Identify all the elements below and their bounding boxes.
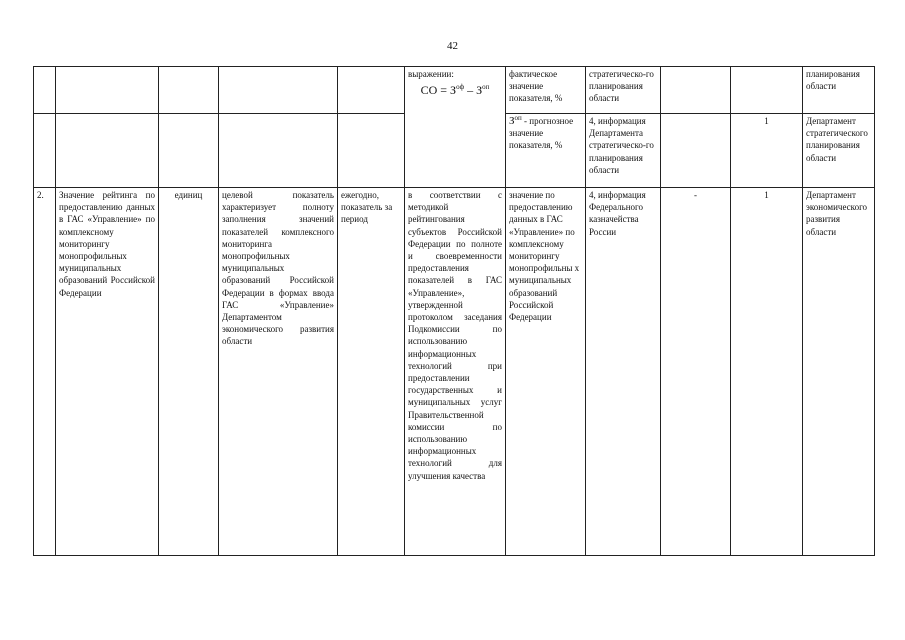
cell-empty (219, 114, 338, 188)
cell-calculation-method: в соответствии с методикой рейтингования субъектов Российской Федерации по полноте и своевременности предоставления показателей в ГАС «Управление», утвержденной протоколом заседания Подкомиссии по использованию информационных технологий при предоставлении государственных и муниципальных услуг Правительственной комиссии по использованию информационных технологий для улучшения качества (405, 188, 506, 556)
cell-empty (731, 67, 803, 114)
cell-empty (338, 114, 405, 188)
cell-info-source: 4, информация Департамента стратегическо-го планирования области (586, 114, 661, 188)
cell-forecast-value: $З^{оп}$ - прогнозное значение показателя, % (506, 114, 586, 188)
cell-indicator-name: Значение рейтинга по предоставлению данных в ГАС «Управление» по комплексному мониторингу монопрофильных муниципальных образований Российской Федерации (56, 188, 159, 556)
cell-dash: - (661, 188, 731, 556)
cell-count: 1 (731, 114, 803, 188)
cell-basic-indicators: значение по предоставлению данных в ГАС «Управление» по комплексному мониторингу монопрофильны х муниципальных образований Российской Федерации (506, 188, 586, 556)
cell-actual-value: фактическое значение показателя, % (506, 67, 586, 114)
cell-empty (661, 67, 731, 114)
cell-empty (159, 114, 219, 188)
table-row (34, 67, 875, 114)
cell-empty (159, 67, 219, 114)
formula-intro: выражении: (408, 69, 454, 79)
cell-department: Департамент стратегического планирования области (803, 114, 875, 188)
cell-empty (34, 114, 56, 188)
cell-responsible: Департамент экономического развития области (803, 188, 875, 556)
cell-row-number: 2. (34, 188, 56, 556)
formula: СО = $З^{оф} - З^{оп}$ (420, 83, 490, 98)
cell-formula (405, 67, 506, 188)
table-row (34, 188, 875, 556)
cell-empty (338, 67, 405, 114)
page-number: 42 (447, 40, 458, 52)
cell-empty (56, 67, 159, 114)
cell-empty (56, 114, 159, 188)
cell-empty (34, 67, 56, 114)
cell-unit: единиц (159, 188, 219, 556)
indicator-table (33, 66, 875, 556)
cell-data-source: 4, информация Федерального казначейства России (586, 188, 661, 556)
cell-periodicity: ежегодно, показатель за период (338, 188, 405, 556)
cell-empty (219, 67, 338, 114)
cell-planning: планирования области (803, 67, 875, 114)
cell-empty (661, 114, 731, 188)
cell-strategic: стратегическо-го планирования области (586, 67, 661, 114)
cell-count: 1 (731, 188, 803, 556)
cell-definition: целевой показатель характеризует полноту заполнения значений показателей комплексного мониторинга монопрофильных муниципальных образований Российской Федерации в формах ввода ГАС «Управление» Департаментом экономического развития области (219, 188, 338, 556)
